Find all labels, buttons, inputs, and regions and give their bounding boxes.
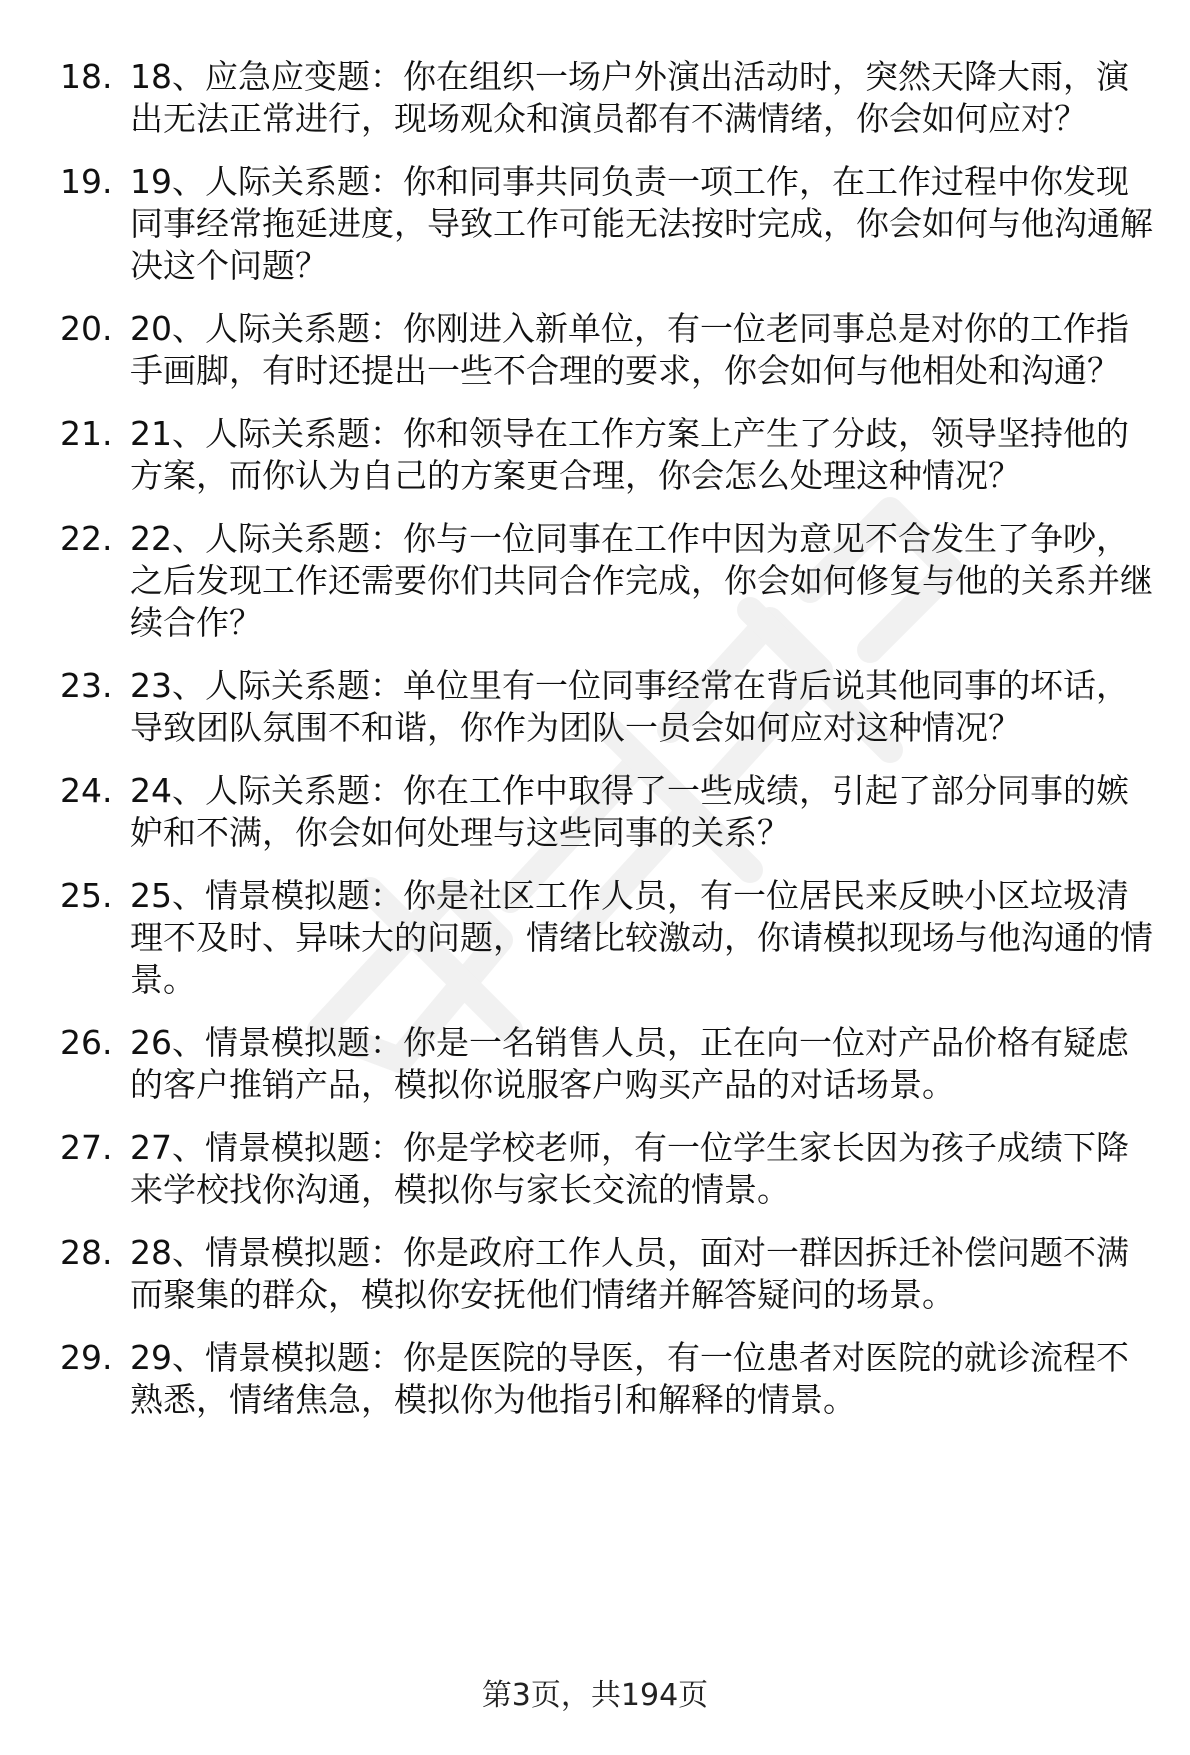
question-text: 23、人际关系题：单位里有一位同事经常在背后说其他同事的坏话，导致团队氛围不和谐，你作为团队一员会如何应对这种情况？ bbox=[130, 666, 1129, 747]
question-number: 24. bbox=[60, 771, 113, 810]
page-footer bbox=[0, 1676, 1190, 1716]
question-text: 18、应急应变题：你在组织一场户外演出活动时，突然天降大雨，演出无法正常进行，现场观众和演员都有不满情绪，你会如何应对？ bbox=[130, 57, 1129, 138]
question-list bbox=[60, 56, 1160, 1442]
question-text: 27、情景模拟题：你是学校老师，有一位学生家长因为孩子成绩下降来学校找你沟通，模拟你与家长交流的情景。 bbox=[130, 1128, 1129, 1209]
page-number-label: 第3页，共194页 bbox=[481, 1678, 709, 1713]
question-item bbox=[60, 413, 1160, 497]
question-number: 28. bbox=[60, 1233, 113, 1272]
question-item bbox=[60, 770, 1160, 854]
question-item bbox=[60, 308, 1160, 392]
question-item bbox=[60, 665, 1160, 749]
question-item bbox=[60, 1022, 1160, 1106]
question-number: 21. bbox=[60, 414, 113, 453]
question-item bbox=[60, 1337, 1160, 1421]
question-number: 25. bbox=[60, 876, 113, 915]
question-number: 27. bbox=[60, 1128, 113, 1167]
question-number: 23. bbox=[60, 666, 113, 705]
question-item bbox=[60, 1232, 1160, 1316]
question-item bbox=[60, 518, 1160, 644]
question-number: 19. bbox=[60, 162, 113, 201]
question-number: 20. bbox=[60, 309, 113, 348]
question-item bbox=[60, 1127, 1160, 1211]
question-text: 25、情景模拟题：你是社区工作人员，有一位居民来反映小区垃圾清理不及时、异味大的问题，情绪比较激动，你请模拟现场与他沟通的情景。 bbox=[130, 876, 1153, 999]
question-number: 22. bbox=[60, 519, 113, 558]
question-text: 28、情景模拟题：你是政府工作人员，面对一群因拆迁补偿问题不满而聚集的群众，模拟你安抚他们情绪并解答疑问的场景。 bbox=[130, 1233, 1129, 1314]
question-number: 18. bbox=[60, 57, 113, 96]
question-number: 29. bbox=[60, 1338, 113, 1377]
question-text: 26、情景模拟题：你是一名销售人员，正在向一位对产品价格有疑虑的客户推销产品，模拟你说服客户购买产品的对话场景。 bbox=[130, 1023, 1129, 1104]
question-text: 29、情景模拟题：你是医院的导医，有一位患者对医院的就诊流程不熟悉，情绪焦急，模拟你为他指引和解释的情景。 bbox=[130, 1338, 1129, 1419]
question-text: 24、人际关系题：你在工作中取得了一些成绩，引起了部分同事的嫉妒和不满，你会如何处理与这些同事的关系？ bbox=[130, 771, 1129, 852]
question-item bbox=[60, 56, 1160, 140]
question-text: 21、人际关系题：你和领导在工作方案上产生了分歧，领导坚持他的方案，而你认为自己的方案更合理，你会怎么处理这种情况？ bbox=[130, 414, 1129, 495]
question-text: 19、人际关系题：你和同事共同负责一项工作，在工作过程中你发现同事经常拖延进度，导致工作可能无法按时完成，你会如何与他沟通解决这个问题？ bbox=[130, 162, 1153, 285]
question-text: 20、人际关系题：你刚进入新单位，有一位老同事总是对你的工作指手画脚，有时还提出一些不合理的要求，你会如何与他相处和沟通？ bbox=[130, 309, 1129, 390]
question-item bbox=[60, 161, 1160, 287]
question-text: 22、人际关系题：你与一位同事在工作中因为意见不合发生了争吵，之后发现工作还需要你们共同合作完成，你会如何修复与他的关系并继续合作？ bbox=[130, 519, 1153, 642]
question-item bbox=[60, 875, 1160, 1001]
question-number: 26. bbox=[60, 1023, 113, 1062]
